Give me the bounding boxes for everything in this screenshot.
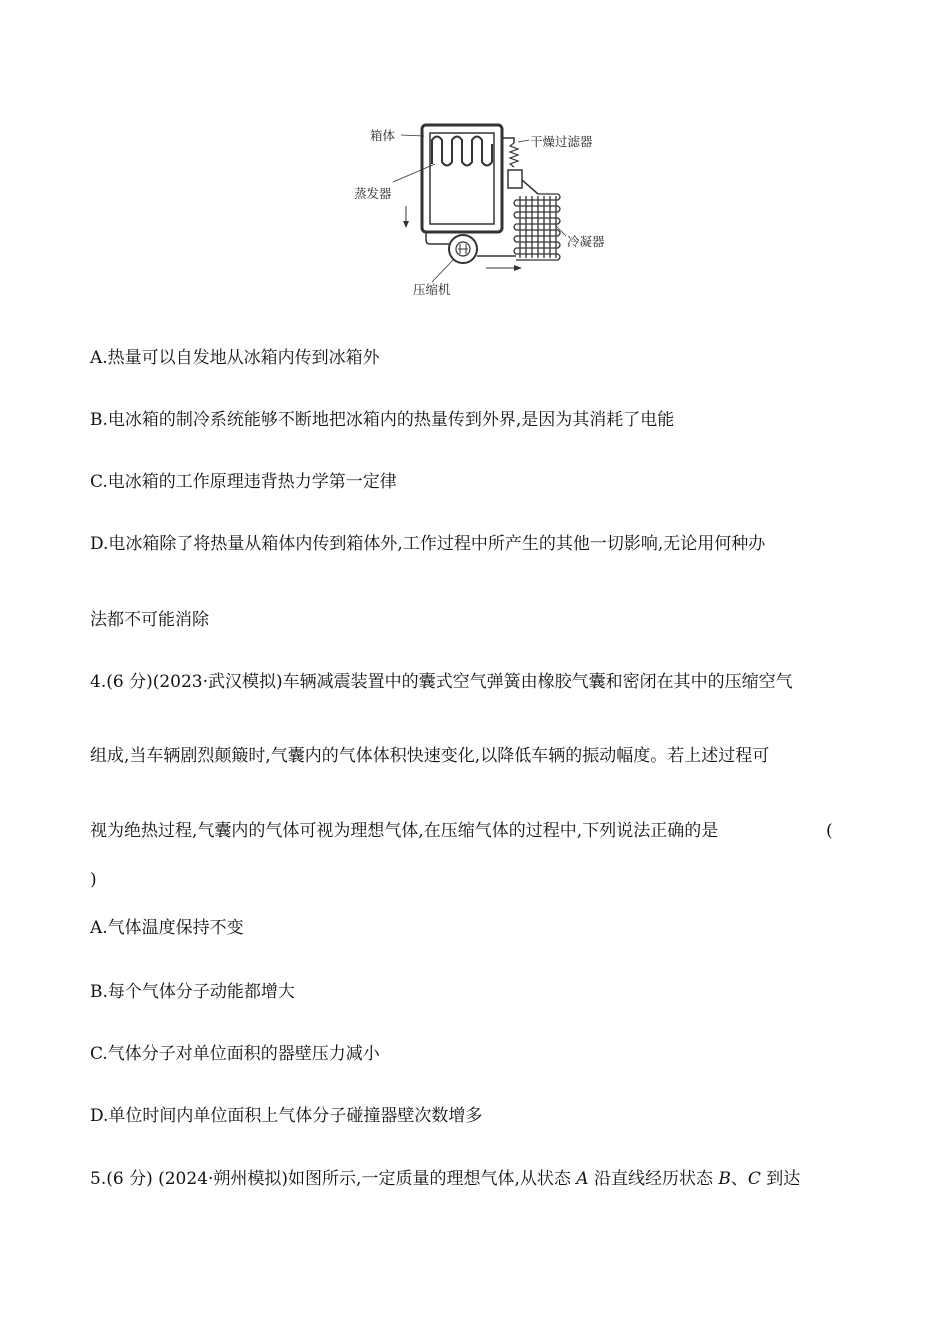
- q4-stem-line-3-text: 视为绝热过程,气囊内的气体可视为理想气体,在压缩气体的过程中,下列说法正确的是: [90, 821, 719, 841]
- q4-option-d: D.单位时间内单位面积上气体分子碰撞器壁次数增多: [90, 1106, 483, 1126]
- suction-pipe: [426, 232, 449, 244]
- q3-option-c: C.电冰箱的工作原理违背热力学第一定律: [90, 472, 397, 492]
- leader-condenser: [556, 226, 566, 236]
- q3-option-b: B.电冰箱的制冷系统能够不断地把冰箱内的热量传到外界,是因为其消耗了电能: [90, 410, 675, 430]
- label-compressor: 压缩机: [413, 282, 451, 297]
- q4-stem-line-2: 组成,当车辆剧烈颠簸时,气囊内的气体体积快速变化,以降低车辆的振动幅度。若上述过程可: [90, 746, 770, 766]
- q5-prefix: 5.(6 分) (2024·朔州模拟)如图所示,一定质量的理想气体,从状态: [90, 1169, 577, 1189]
- q5-var-a: A: [576, 1169, 589, 1189]
- q5-var-c: C: [747, 1169, 761, 1189]
- filter-box: [508, 170, 522, 188]
- q5-stem-line-1: [90, 1168, 870, 1190]
- answer-paren-open: (: [826, 821, 833, 841]
- q4-stem-line-1: 4.(6 分)(2023·武汉模拟)车辆减震装置中的囊式空气弹簧由橡胶气囊和密闭在其中的压缩空气: [90, 672, 793, 692]
- condenser-coil: [514, 194, 560, 260]
- label-filter: 干燥过滤器: [530, 134, 593, 149]
- q3-option-d-line-1: D.电冰箱除了将热量从箱体内传到箱体外,工作过程中所产生的其他一切影响,无论用何种办: [90, 534, 766, 554]
- q4-option-c: C.气体分子对单位面积的器壁压力减小: [90, 1044, 380, 1064]
- leader-evaporator: [393, 164, 435, 182]
- q4-option-a: A.气体温度保持不变: [90, 918, 244, 938]
- label-cabinet: 箱体: [370, 128, 396, 143]
- flow-arrow-right-head: [514, 265, 522, 271]
- label-condenser: 冷凝器: [567, 234, 605, 249]
- leader-filter: [518, 140, 529, 142]
- capillary-coil: [510, 143, 518, 167]
- q3-option-d-line-2: 法都不可能消除: [90, 610, 209, 630]
- top-pipe: [502, 138, 514, 143]
- q5-mid: 沿直线经历状态: [588, 1169, 719, 1189]
- leader-compressor: [432, 259, 454, 282]
- q5-suffix: 到达: [760, 1169, 801, 1189]
- evaporator-coil: [432, 137, 492, 166]
- q5-var-b: B: [718, 1169, 731, 1189]
- q4-option-b: B.每个气体分子动能都增大: [90, 982, 295, 1002]
- refrigerator-diagram-svg: [340, 118, 620, 308]
- flow-arrow-down-head: [403, 221, 409, 228]
- filter-pipe: [522, 180, 538, 194]
- q4-stem-line-3: [90, 820, 870, 842]
- label-evaporator: 蒸发器: [354, 186, 392, 201]
- q5-sep: 、: [730, 1169, 748, 1189]
- answer-paren-close: ): [90, 870, 97, 890]
- q3-option-a: A.热量可以自发地从冰箱内传到冰箱外: [90, 348, 380, 368]
- refrigerator-diagram: [340, 118, 620, 308]
